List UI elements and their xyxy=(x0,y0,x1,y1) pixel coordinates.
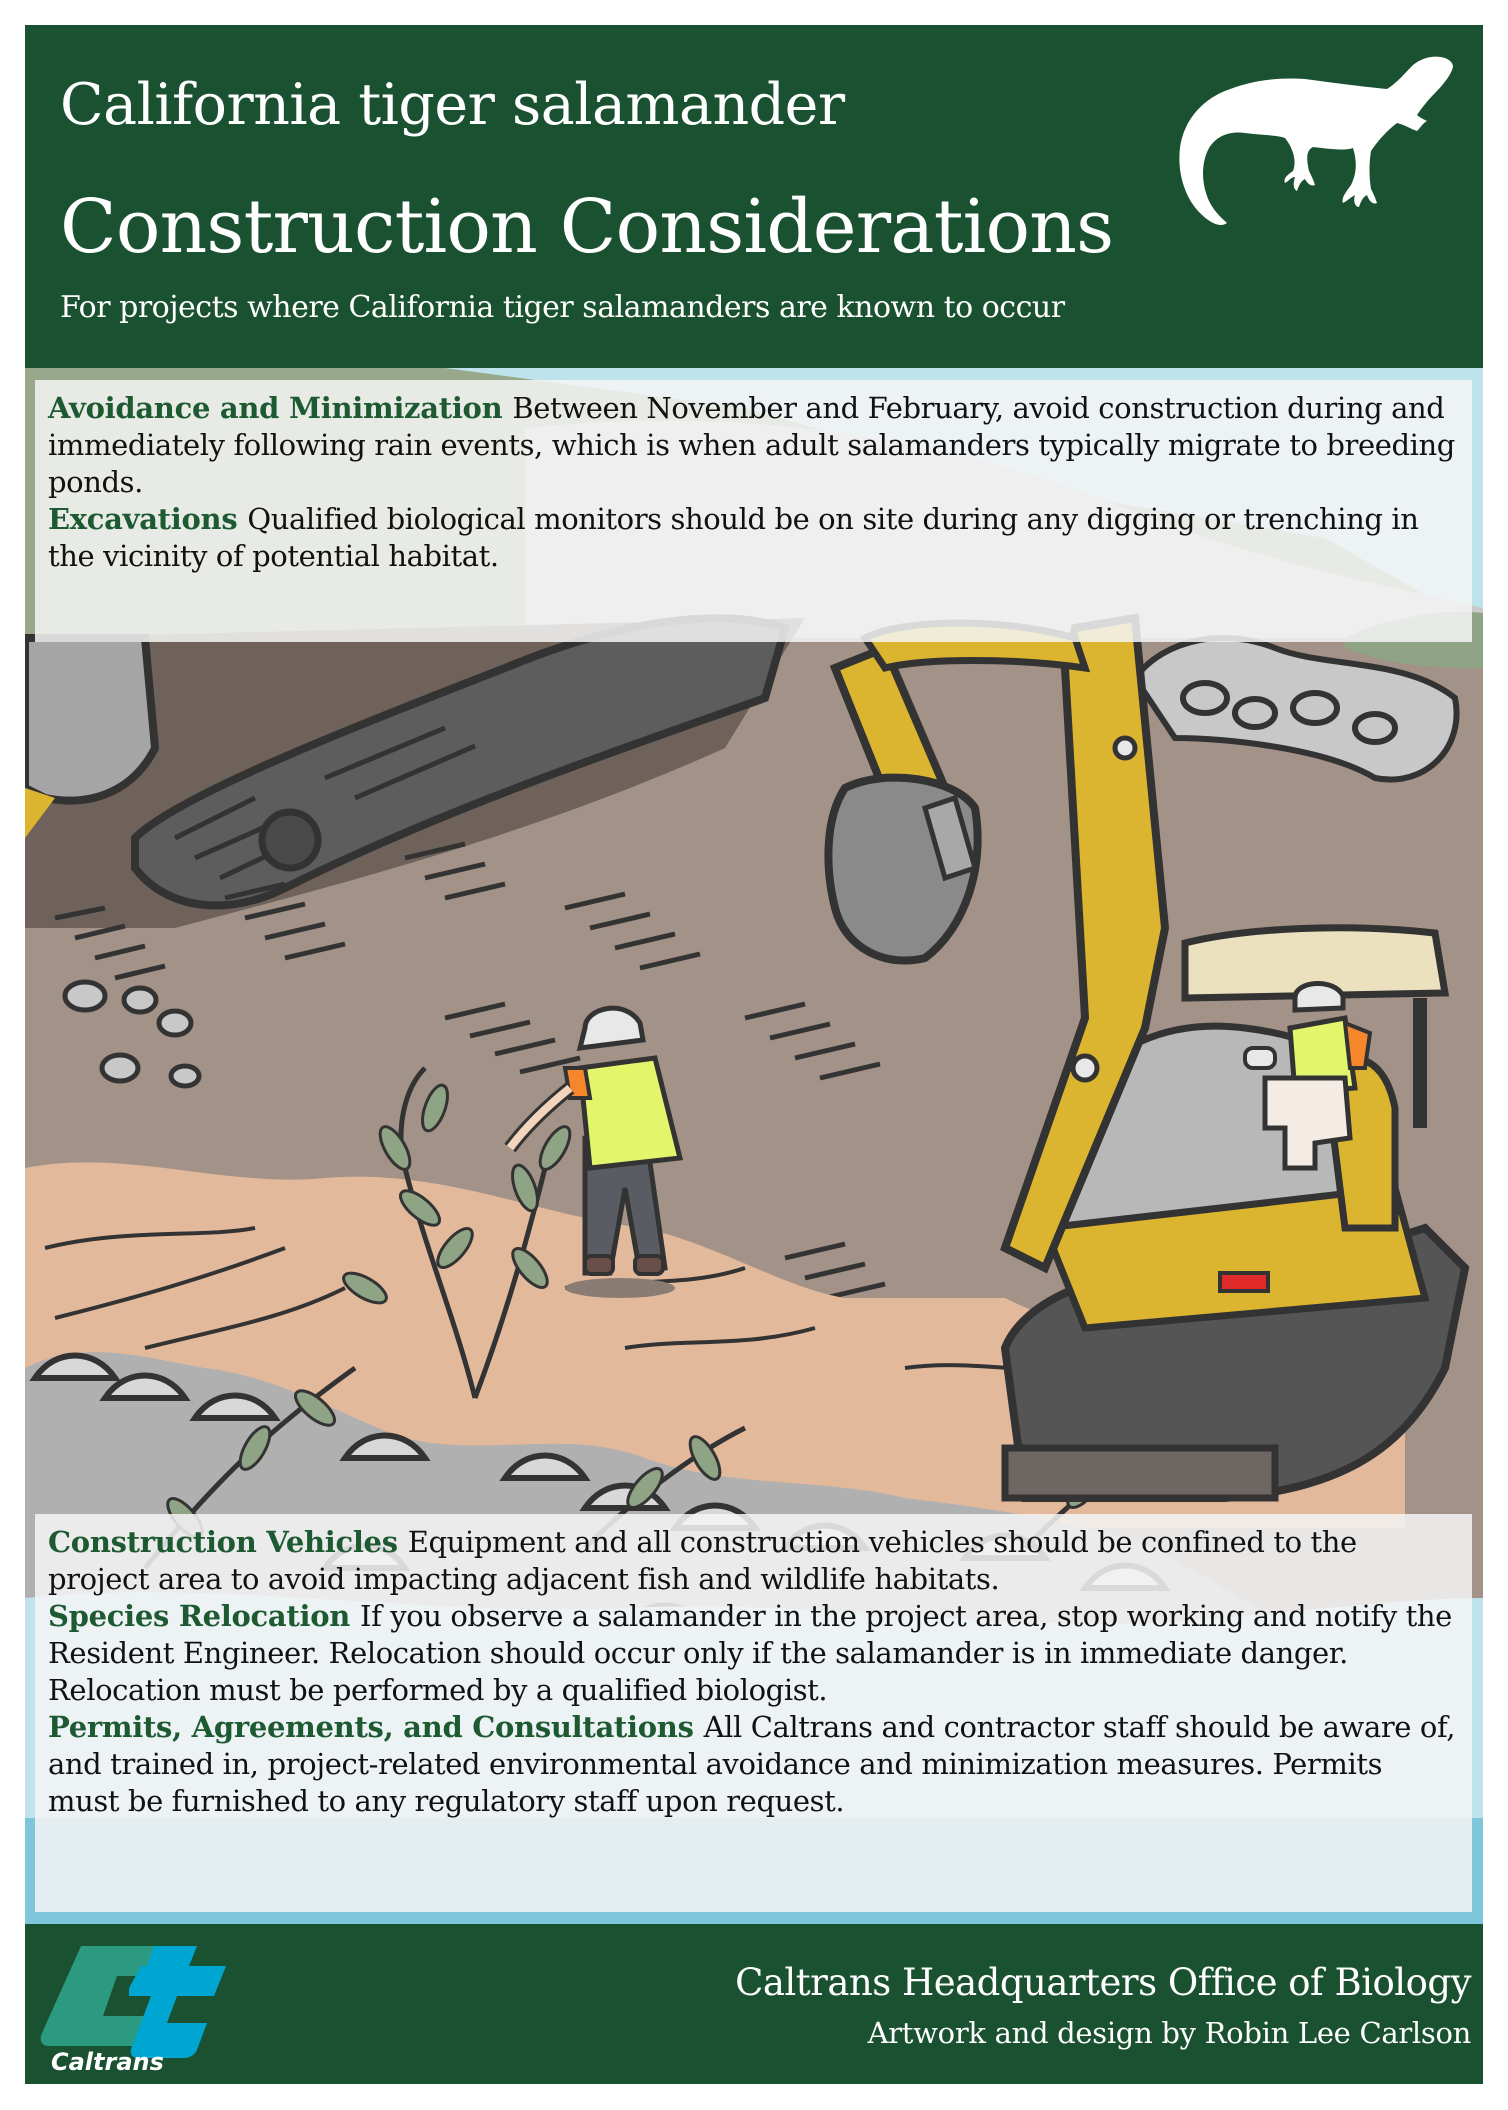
water-band xyxy=(25,1912,1483,1924)
footer xyxy=(25,1924,1483,2084)
section-body: Equipment and all construction vehicles should be confined to the project area to avoid impacting adjacent fish and wildlife habitats. xyxy=(48,1525,1357,1596)
organization-name: Caltrans Headquarters Office of Biology xyxy=(735,1961,1471,2004)
artwork-credit: Artwork and design by Robin Lee Carlson xyxy=(867,2016,1471,2050)
info-panel-bottom xyxy=(35,1514,1472,1912)
section-heading: Construction Vehicles xyxy=(48,1525,398,1559)
section-body: All Caltrans and contractor staff should be aware of, and trained in, project-related environmental avoidance and minimization measures. Permits must be furnished to any regulatory staff upon request. xyxy=(48,1710,1456,1818)
svg-text:Caltrans: Caltrans xyxy=(51,2048,164,2073)
section-heading: Avoidance and Minimization xyxy=(48,391,503,425)
poster xyxy=(25,25,1483,2084)
section-construction-vehicles xyxy=(48,1524,1460,1598)
subtitle: For projects where California tiger salamanders are known to occur xyxy=(60,290,1065,325)
section-species-relocation xyxy=(48,1598,1460,1709)
page-title: Construction Considerations xyxy=(60,184,1114,270)
section-body: If you observe a salamander in the project area, stop working and notify the Resident Engineer. Relocation should occur only if the salamander is in immediate danger. Relocation must be performed by a qualified biologist. xyxy=(48,1599,1452,1707)
salamander-silhouette-icon xyxy=(1165,43,1465,233)
info-panel-top xyxy=(35,380,1472,642)
section-heading: Species Relocation xyxy=(48,1599,351,1633)
section-permits xyxy=(48,1709,1460,1820)
section-heading: Permits, Agreements, and Consultations xyxy=(48,1710,694,1744)
section-body: Between November and February, avoid construction during and immediately following rain events, which is when adult salamanders typically migrate to breeding ponds. xyxy=(48,391,1455,499)
section-avoidance-minimization xyxy=(48,390,1460,501)
title-species: California tiger salamander xyxy=(60,72,845,138)
header xyxy=(25,25,1483,368)
section-body: Qualified biological monitors should be on site during any digging or trenching in the vicinity of potential habitat. xyxy=(48,502,1419,573)
section-heading: Excavations xyxy=(48,502,238,536)
caltrans-ct-logo-icon xyxy=(39,1938,229,2073)
section-excavations xyxy=(48,501,1460,575)
